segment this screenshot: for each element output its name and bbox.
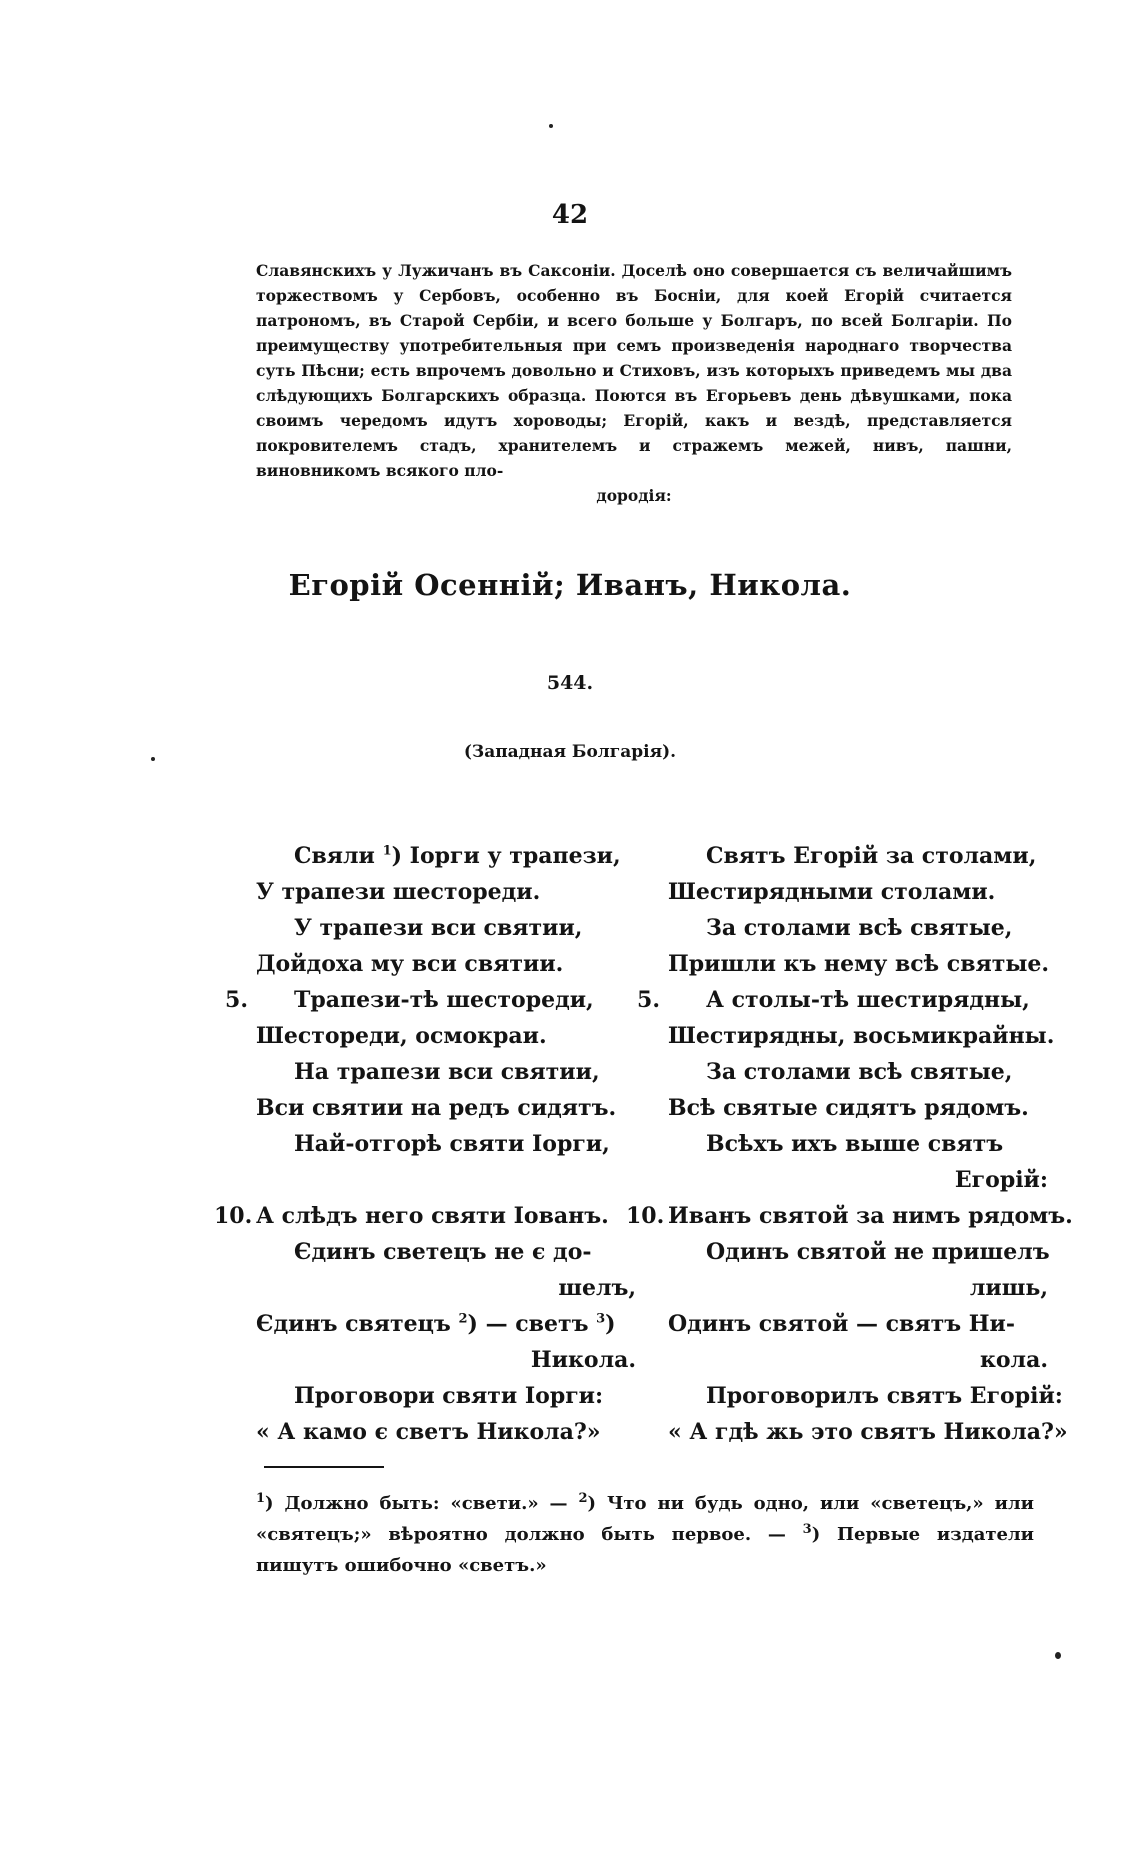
verse-line: Одинъ святой — святъ Ни- кола. [668,1311,1048,1373]
verse-line: Свяли $^1$) Іорги у трапези, [294,843,621,869]
verse-line: 10. А слѣдъ него святи Іованъ. [256,1198,636,1234]
verse-line: Одинъ святой не пришелъ лишь, [706,1239,1050,1301]
footnote-divider [264,1466,384,1468]
verse-line: Вси святии на редъ сидятъ. [256,1095,617,1121]
verse-line: Єдинъ светецъ не є до- шелъ, [294,1239,636,1301]
verse-line: За столами всѣ святые, [706,915,1013,941]
verse-line: Дойдоха му вси святии. [256,951,564,977]
verse-line: Святъ Егорій за столами, [706,843,1037,869]
verse-line: На трапези вси святии, [294,1059,600,1085]
verse-line: 5. А столы-тѣ шестирядны, [668,982,1048,1018]
line-number: 5. [637,987,660,1013]
song-number: 544. [546,672,594,694]
verse-column-translation [626,838,1073,1450]
verse-line: 10. Иванъ святой за нимъ рядомъ. [668,1198,1048,1234]
verse-line: Єдинъ святецъ $^2$) — светъ $^3$) Никола. [256,1311,636,1373]
line-number: 10. [214,1203,253,1229]
verse-line: Най-отгорѣ святи Іорги, [294,1131,610,1157]
footnote-marker: 1 [256,1491,266,1506]
verse-line: « А камо є светъ Никола?» [256,1419,601,1445]
verse-line: У трапези шестореди. [256,879,541,905]
region-note: (Западная Болгарія). [463,742,677,762]
line-number: 5. [225,987,248,1013]
page-number: 42 [551,200,589,230]
intro-last-line: дородія: [596,486,672,505]
verse-line: 5. Трапези-тѣ шестореди, [256,982,636,1018]
footnote-marker: 2 [578,1491,588,1506]
intro-paragraph [256,258,1012,508]
verse-line: Шестирядными столами. [668,879,996,905]
verse-line: За столами всѣ святые, [706,1059,1013,1085]
footnotes: $^1$) Должно быть: «свети.» — $^2$) Что ни будь одно, или «светецъ,» или «святецъ;» вѣроятно должно быть первое. — $^3$) Первые издатели пишутъ ошибочно «светъ.» [256,1491,1034,1576]
verse-line: У трапези вси святии, [294,915,583,941]
verse-line: Шестореди, осмокраи. [256,1023,547,1049]
verse-line: « А гдѣ жь это святъ Никола?» [668,1419,1068,1445]
verse-line: Проговорилъ святъ Егорій: [706,1383,1063,1409]
scan-speck [1055,1652,1061,1659]
verse-line: Всѣхъ ихъ выше святъ Егорій: [706,1131,1048,1193]
scan-speck [549,124,553,128]
verse-line: Пришли къ нему всѣ святые. [668,951,1050,977]
verse-line: Проговори святи Іорги: [294,1383,604,1409]
section-heading: Егорій Осенній; Иванъ, Никола. [288,568,852,602]
verse-line: Шестирядны, восьмикрайны. [668,1023,1055,1049]
line-number: 10. [626,1203,665,1229]
verse-line: Всѣ святые сидятъ рядомъ. [668,1095,1029,1121]
verse-column-original [214,838,636,1450]
intro-text: Славянскихъ у Лужичанъ въ Саксоніи. Доселѣ оно совершается съ величайшимъ торжествомъ у Сербовъ, особенно въ Босніи, для коей Егорій считается патрономъ, въ Старой Сербіи, и всего больше у Болгаръ, по всей Болгаріи. По преимуществу употребительныя при семъ произведенія народнаго творчества суть Пѣсни; есть впрочемъ довольно и Стиховъ, изъ которыхъ приведемъ мы два слѣдующихъ Болгарскихъ образца. Поются въ Егорьевъ день дѣвушками, пока своимъ чередомъ идутъ хороводы; Егорій, какъ и вездѣ, представляется покровителемъ стадъ, хранителемъ и стражемъ межей, нивъ, пашни, виновникомъ всякого пло- [256,261,1012,480]
footnote-marker: 3 [802,1522,812,1537]
